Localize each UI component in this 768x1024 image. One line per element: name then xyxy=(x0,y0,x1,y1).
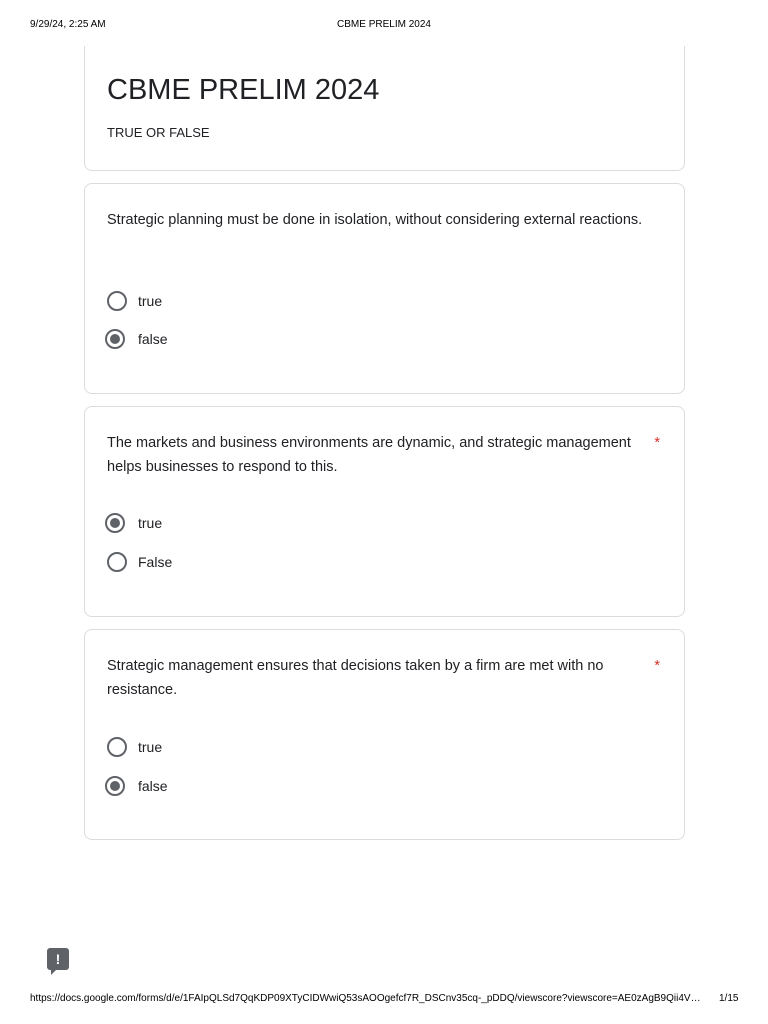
form-header-card xyxy=(84,46,685,171)
option-true[interactable] xyxy=(107,736,162,758)
required-asterisk: * xyxy=(654,435,660,451)
option-false[interactable] xyxy=(107,328,168,350)
print-header xyxy=(0,19,768,33)
form-title: CBME PRELIM 2024 xyxy=(107,74,380,106)
print-datetime: 9/29/24, 2:25 AM xyxy=(30,19,106,30)
radio-button-checked[interactable] xyxy=(105,513,125,533)
feedback-glyph: ! xyxy=(55,951,61,967)
question-text: Strategic management ensures that decisions taken by a firm are met with no resistance. xyxy=(107,658,604,698)
option-false[interactable] xyxy=(107,551,172,573)
radio-button-checked[interactable] xyxy=(105,329,125,349)
question-card xyxy=(84,183,685,394)
radio-button[interactable] xyxy=(107,737,127,757)
feedback-icon[interactable] xyxy=(47,948,69,970)
question-card xyxy=(84,629,685,840)
page-number: 1/15 xyxy=(719,993,739,1004)
print-url: https://docs.google.com/forms/d/e/1FAIpQLSd7QqKDP09XTyCIDWwiQ53sAOOgefcf7R_DSCnv35cq-_pDDQ/viewscore?viewscore=AE0zAgB9Qii4V… xyxy=(30,993,701,1004)
option-label: false xyxy=(138,331,168,347)
radio-button[interactable] xyxy=(107,291,127,311)
question-text: Strategic planning must be done in isolation, without considering external reactions. xyxy=(107,212,643,228)
option-label: true xyxy=(138,293,163,309)
option-label: true xyxy=(138,515,163,531)
option-label: False xyxy=(138,554,173,570)
option-true[interactable] xyxy=(107,290,162,312)
required-asterisk: * xyxy=(654,658,660,674)
print-title: CBME PRELIM 2024 xyxy=(337,19,431,30)
option-true[interactable] xyxy=(107,512,162,534)
radio-button[interactable] xyxy=(107,552,127,572)
option-label: false xyxy=(138,778,168,794)
option-false[interactable] xyxy=(107,775,168,797)
option-label: true xyxy=(138,739,163,755)
radio-button-checked[interactable] xyxy=(105,776,125,796)
question-text: The markets and business environments are dynamic, and strategic management helps businesses to respond to this. xyxy=(107,435,631,475)
question-card xyxy=(84,406,685,617)
form-description: TRUE OR FALSE xyxy=(107,125,210,140)
